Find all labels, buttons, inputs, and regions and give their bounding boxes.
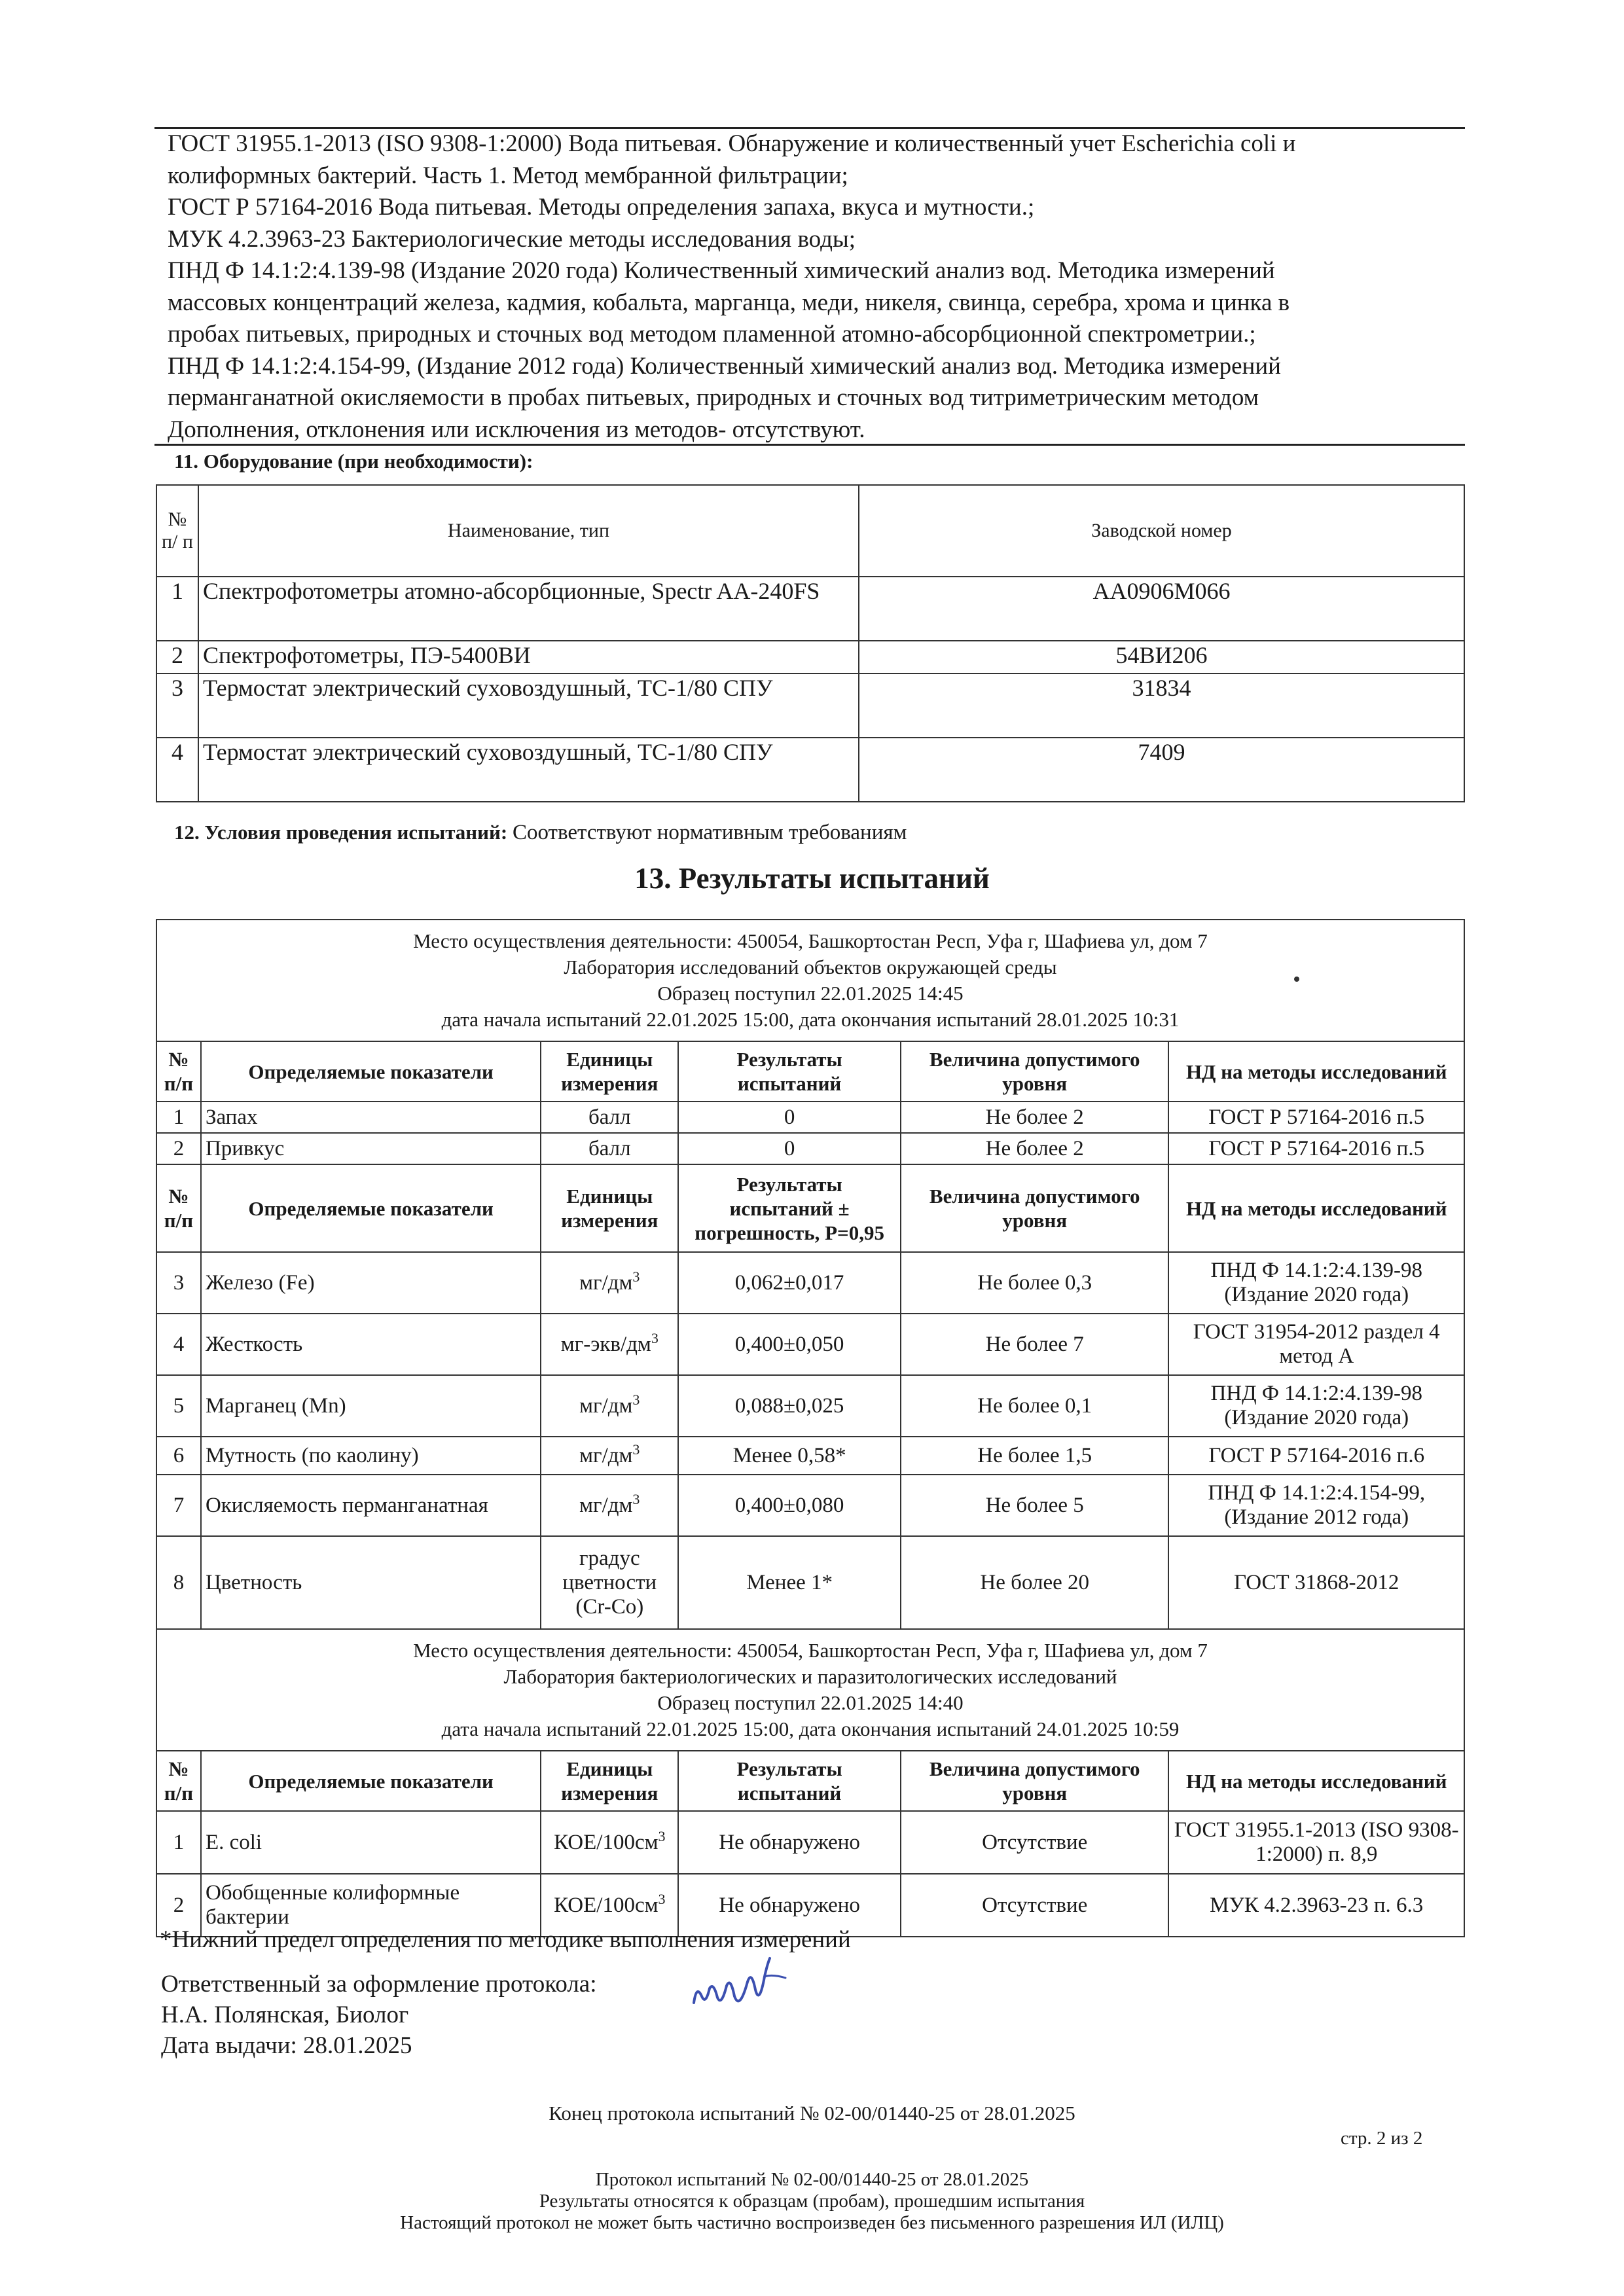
row-result: 0 — [678, 1133, 901, 1164]
table-row — [156, 1375, 1464, 1437]
table-row — [156, 738, 1464, 802]
header-num: № п/п — [156, 1164, 201, 1252]
row-indicator: Жесткость — [201, 1314, 541, 1375]
methods-line: ГОСТ 31955.1-2013 (ISO 9308-1:2000) Вода питьевая. Обнаружение и количественный учет Escherichia coli и — [168, 130, 1296, 157]
unit-sup: 3 — [632, 1268, 640, 1285]
row-nd: ГОСТ 31868-2012 — [1168, 1536, 1464, 1629]
row-num: 2 — [156, 1874, 201, 1937]
row-num: 2 — [156, 1133, 201, 1164]
equipment-name: Спектрофотометры, ПЭ-5400ВИ — [198, 641, 859, 673]
row-nd: ПНД Ф 14.1:2:4.139-98 (Издание 2020 года) — [1168, 1375, 1464, 1437]
header-nd: НД на методы исследований — [1168, 1751, 1464, 1811]
row-indicator: E. coli — [201, 1811, 541, 1874]
methods-line: колиформных бактерий. Часть 1. Метод мембранной фильтрации; — [168, 162, 848, 189]
methods-line: массовых концентраций железа, кадмия, кобальта, марганца, меди, никеля, свинца, серебра, хрома и цинка в — [168, 289, 1290, 316]
header-limit: Величина допустимого уровня — [901, 1164, 1169, 1252]
table-row — [156, 1437, 1464, 1475]
unit-text: мг/дм — [579, 1443, 633, 1467]
row-indicator: Привкус — [201, 1133, 541, 1164]
row-num: 7 — [156, 1475, 201, 1536]
row-limit: Отсутствие — [901, 1811, 1169, 1874]
table-row — [156, 1102, 1464, 1133]
equipment-serial: 7409 — [859, 738, 1464, 802]
methods-list — [168, 128, 1464, 446]
row-unit — [541, 1437, 678, 1475]
signature-block — [161, 1969, 597, 2061]
info-line: дата начала испытаний 22.01.2025 15:00, дата окончания испытаний 28.01.2025 10:31 — [441, 1008, 1180, 1031]
row-nd: ГОСТ 31955.1-2013 (ISO 9308-1:2000) п. 8,9 — [1168, 1811, 1464, 1874]
footnote: *Нижний предел определения по методике выполнения измерений — [160, 1926, 851, 1953]
info-line: Лаборатория бактериологических и паразитологических исследований — [503, 1665, 1117, 1688]
info-line: Образец поступил 22.01.2025 14:45 — [657, 982, 964, 1005]
row-nd: МУК 4.2.3963-23 п. 6.3 — [1168, 1874, 1464, 1937]
row-num: 4 — [156, 1314, 201, 1375]
row-limit: Не более 0,3 — [901, 1252, 1169, 1314]
row-nd: ГОСТ Р 57164-2016 п.5 — [1168, 1102, 1464, 1133]
header-num: № п/п — [156, 1751, 201, 1811]
row-indicator: Окисляемость перманганатная — [201, 1475, 541, 1536]
header-unit: Единицы измерения — [541, 1041, 678, 1102]
unit-sup: 3 — [658, 1827, 666, 1844]
info-line: Место осуществления деятельности: 450054, Башкортостан Респ, Уфа г, Шафиева ул, дом 7 — [413, 929, 1208, 952]
equipment-header-row — [156, 485, 1464, 577]
row-result: 0,400±0,050 — [678, 1314, 901, 1375]
row-unit: градус цветности (Cr-Co) — [541, 1536, 678, 1629]
row-result: 0,088±0,025 — [678, 1375, 901, 1437]
block3-info-row — [156, 1629, 1464, 1751]
row-result: 0,400±0,080 — [678, 1475, 901, 1536]
info-line: Лаборатория исследований объектов окружающей среды — [564, 956, 1057, 978]
equipment-num: 3 — [156, 673, 198, 738]
page-number: стр. 2 из 2 — [1341, 2128, 1423, 2149]
row-unit — [541, 1475, 678, 1536]
equipment-name: Термостат электрический суховоздушный, ТС-1/80 СПУ — [198, 738, 859, 802]
row-num: 8 — [156, 1536, 201, 1629]
unit-sup: 3 — [632, 1391, 640, 1408]
equipment-num: 1 — [156, 577, 198, 641]
row-indicator: Марганец (Mn) — [201, 1375, 541, 1437]
row-nd: ПНД Ф 14.1:2:4.139-98 (Издание 2020 года) — [1168, 1252, 1464, 1314]
row-limit: Не более 7 — [901, 1314, 1169, 1375]
table-row — [156, 1536, 1464, 1629]
info-line: Образец поступил 22.01.2025 14:40 — [657, 1691, 964, 1714]
equipment-serial: AA0906M066 — [859, 577, 1464, 641]
unit-text: мг-экв/дм — [560, 1332, 651, 1356]
row-unit — [541, 1252, 678, 1314]
header-serial: Заводской номер — [859, 485, 1464, 577]
header-result: Результаты испытаний — [678, 1041, 901, 1102]
header-nd: НД на методы исследований — [1168, 1041, 1464, 1102]
header-indicator: Определяемые показатели — [201, 1751, 541, 1811]
table-row — [156, 641, 1464, 673]
equipment-name: Термостат электрический суховоздушный, ТС-1/80 СПУ — [198, 673, 859, 738]
stray-dot — [1294, 977, 1299, 982]
unit-text: мг/дм — [579, 1393, 633, 1418]
row-unit — [541, 1375, 678, 1437]
responsible-label: Ответственный за оформление протокола: — [161, 1971, 597, 1998]
row-nd: ГОСТ 31954-2012 раздел 4 метод А — [1168, 1314, 1464, 1375]
row-result: Не обнаружено — [678, 1811, 901, 1874]
equipment-serial: 31834 — [859, 673, 1464, 738]
header-num: № п/ п — [156, 485, 198, 577]
header-nd: НД на методы исследований — [1168, 1164, 1464, 1252]
block3-header-row — [156, 1751, 1464, 1811]
conditions-value: Соответствуют нормативным требованиям — [512, 821, 907, 844]
row-limit: Не более 20 — [901, 1536, 1169, 1629]
methods-bottom-rule — [154, 444, 1465, 446]
unit-text: мг/дм — [579, 1493, 633, 1517]
results-title: 13. Результаты испытаний — [634, 862, 990, 895]
equipment-num: 2 — [156, 641, 198, 673]
unit-sup: 3 — [632, 1441, 640, 1458]
equipment-name: Спектрофотометры атомно-абсорбционные, Spectr AA-240FS — [198, 577, 859, 641]
responsible-name: Н.А. Полянская, Биолог — [161, 2001, 409, 2028]
handwritten-signature — [687, 1950, 792, 2022]
methods-line: МУК 4.2.3963-23 Бактериологические методы исследования воды; — [168, 225, 856, 253]
unit-sup: 3 — [651, 1329, 659, 1346]
header-unit: Единицы измерения — [541, 1164, 678, 1252]
row-nd: ГОСТ Р 57164-2016 п.5 — [1168, 1133, 1464, 1164]
row-indicator: Запах — [201, 1102, 541, 1133]
conditions-line — [174, 821, 907, 845]
row-num: 5 — [156, 1375, 201, 1437]
row-limit: Не более 1,5 — [901, 1437, 1169, 1475]
row-num: 3 — [156, 1252, 201, 1314]
table-row — [156, 1133, 1464, 1164]
equipment-serial: 54ВИ206 — [859, 641, 1464, 673]
row-num: 6 — [156, 1437, 201, 1475]
info-line: Место осуществления деятельности: 450054, Башкортостан Респ, Уфа г, Шафиева ул, дом 7 — [413, 1639, 1208, 1662]
page-footer — [0, 2169, 1624, 2234]
conditions-label: 12. Условия проведения испытаний: — [174, 821, 508, 844]
row-unit: балл — [541, 1102, 678, 1133]
table-row — [156, 1475, 1464, 1536]
header-result: Результаты испытаний ± погрешность, Р=0,95 — [678, 1164, 901, 1252]
footer-line: Настоящий протокол не может быть частично воспроизведен без письменного разрешения ИЛ (ИЛЦ) — [400, 2212, 1224, 2233]
header-result: Результаты испытаний — [678, 1751, 901, 1811]
row-limit: Отсутствие — [901, 1874, 1169, 1937]
info-line: дата начала испытаний 22.01.2025 15:00, дата окончания испытаний 24.01.2025 10:59 — [441, 1717, 1180, 1740]
issue-date: Дата выдачи: 28.01.2025 — [161, 2032, 412, 2059]
header-num: № п/п — [156, 1041, 201, 1102]
table-row — [156, 673, 1464, 738]
footer-line: Результаты относятся к образцам (пробам), прошедшим испытания — [539, 2191, 1085, 2212]
row-unit — [541, 1314, 678, 1375]
footer-line: Протокол испытаний № 02-00/01440-25 от 28.01.2025 — [595, 2169, 1029, 2190]
table-row — [156, 1252, 1464, 1314]
table-row — [156, 1314, 1464, 1375]
row-limit: Не более 5 — [901, 1475, 1169, 1536]
row-indicator: Железо (Fe) — [201, 1252, 541, 1314]
row-result: Не обнаружено — [678, 1874, 901, 1937]
block2-header-row — [156, 1164, 1464, 1252]
unit-sup: 3 — [632, 1490, 640, 1507]
row-limit: Не более 0,1 — [901, 1375, 1169, 1437]
header-indicator: Определяемые показатели — [201, 1164, 541, 1252]
row-indicator: Цветность — [201, 1536, 541, 1629]
header-limit: Величина допустимого уровня — [901, 1751, 1169, 1811]
row-nd: ПНД Ф 14.1:2:4.154-99, (Издание 2012 года) — [1168, 1475, 1464, 1536]
unit-text: КОЕ/100см — [554, 1830, 659, 1854]
row-unit: балл — [541, 1133, 678, 1164]
methods-line: пробах питьевых, природных и сточных вод методом пламенной атомно-абсорбционной спектрометрии.; — [168, 321, 1256, 348]
row-result: Менее 1* — [678, 1536, 901, 1629]
methods-line: перманганатной окисляемости в пробах питьевых, природных и сточных вод титриметрическим методом — [168, 384, 1259, 411]
row-result: 0 — [678, 1102, 901, 1133]
methods-line: ГОСТ Р 57164-2016 Вода питьевая. Методы определения запаха, вкуса и мутности.; — [168, 194, 1035, 221]
equipment-num: 4 — [156, 738, 198, 802]
header-limit: Величина допустимого уровня — [901, 1041, 1169, 1102]
methods-line: ПНД Ф 14.1:2:4.139-98 (Издание 2020 года) Количественный химический анализ вод. Методика измерений — [168, 257, 1275, 284]
header-name: Наименование, тип — [198, 485, 859, 577]
row-nd: ГОСТ Р 57164-2016 п.6 — [1168, 1437, 1464, 1475]
methods-line: Дополнения, отклонения или исключения из методов- отсутствуют. — [168, 416, 865, 443]
unit-text: КОЕ/100см — [554, 1893, 659, 1917]
table-row — [156, 1811, 1464, 1874]
row-result: 0,062±0,017 — [678, 1252, 901, 1314]
row-indicator: Мутность (по каолину) — [201, 1437, 541, 1475]
row-num: 1 — [156, 1102, 201, 1133]
row-num: 1 — [156, 1811, 201, 1874]
unit-text: мг/дм — [579, 1270, 633, 1295]
row-unit — [541, 1811, 678, 1874]
row-result: Менее 0,58* — [678, 1437, 901, 1475]
methods-line: ПНД Ф 14.1:2:4.154-99, (Издание 2012 года) Количественный химический анализ вод. Методика измерений — [168, 352, 1281, 380]
end-of-protocol: Конец протокола испытаний № 02-00/01440-25 от 28.01.2025 — [549, 2102, 1075, 2125]
row-indicator: Обобщенные колиформные бактерии — [201, 1874, 541, 1937]
table-row — [156, 577, 1464, 641]
equipment-table — [156, 484, 1465, 802]
block1-header-row — [156, 1041, 1464, 1102]
unit-sup: 3 — [658, 1890, 666, 1907]
header-unit: Единицы измерения — [541, 1751, 678, 1811]
block1-info-row — [156, 920, 1464, 1041]
row-limit: Не более 2 — [901, 1102, 1169, 1133]
row-limit: Не более 2 — [901, 1133, 1169, 1164]
header-indicator: Определяемые показатели — [201, 1041, 541, 1102]
equipment-title: 11. Оборудование (при необходимости): — [174, 450, 533, 473]
results-table — [156, 919, 1465, 1937]
